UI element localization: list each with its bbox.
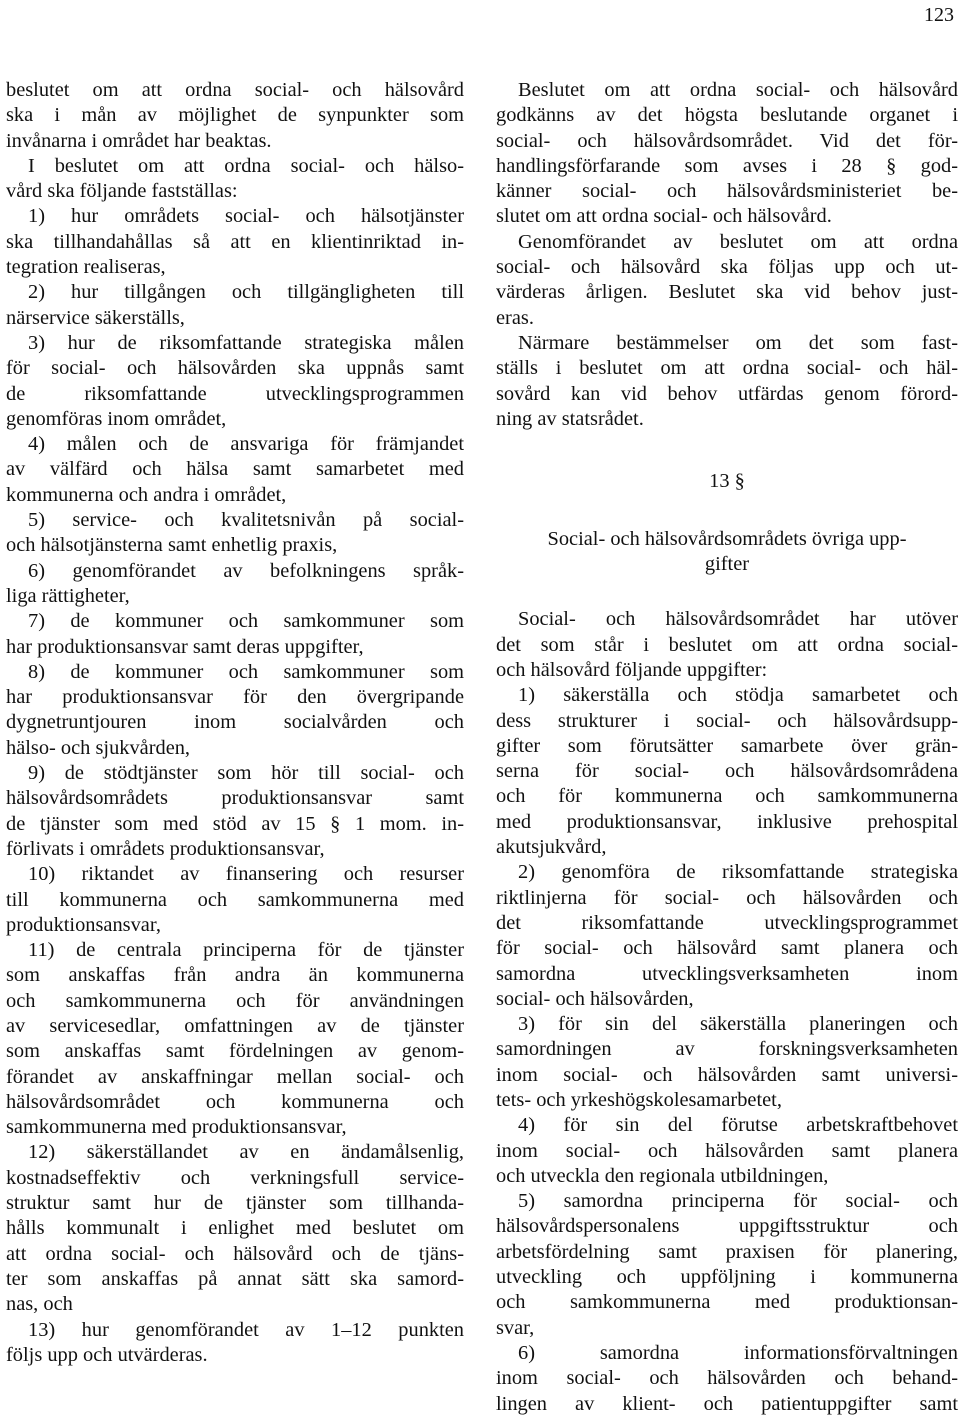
text-line: 6) genomförandet av befolkningens språk- xyxy=(28,559,464,582)
text-line: tegration realiseras, xyxy=(6,256,166,279)
section-title-line: gifter xyxy=(704,553,750,576)
text-line: 8) de kommuner och samkommuner som xyxy=(28,660,464,683)
text-line: sovård kan vid behov utfärdas genom förord- xyxy=(496,382,958,405)
text-line: känner social- och hälsovårdsministeriet be- xyxy=(496,180,958,203)
text-line: social- och hälsovård ska följas upp och ut- xyxy=(496,256,958,279)
text-line: hålls kommunalt i enlighet med beslutet om xyxy=(6,1217,464,1240)
text-line: invånarna i området har beaktas. xyxy=(6,129,272,152)
text-line: 7) de kommuner och samkommuner som xyxy=(28,610,464,633)
text-line: närservice säkerställs, xyxy=(6,306,185,329)
text-line: det riksomfattande utvecklingsprogrammet xyxy=(496,911,958,934)
text-line: dess strukturer i social- och hälsovårdsupp- xyxy=(496,709,958,732)
text-line: ter som anskaffas på annat sätt ska samord- xyxy=(6,1267,464,1290)
text-line: Närmare bestämmelser om det som fast- xyxy=(518,331,958,354)
text-line: samkommunerna med produktionsansvar, xyxy=(6,1116,347,1139)
text-line: gifter som förutsätter samarbete över grän- xyxy=(496,734,958,757)
text-line: godkänns av det högsta beslutande organet i xyxy=(496,104,958,127)
text-line: social- och hälsovårdsområdet. Vid det för- xyxy=(496,129,958,152)
text-line: hälso- och sjukvården, xyxy=(6,736,191,759)
text-line: 5) service- och kvalitetsnivån på social- xyxy=(28,509,464,532)
approval-paragraphs xyxy=(496,78,958,432)
text-line: produktionsansvar, xyxy=(6,913,161,936)
left-column xyxy=(6,78,464,1368)
text-line: att ordna social- och hälsovård och de tjäns- xyxy=(6,1242,464,1265)
text-line: hälsovårdspersonalens uppgiftsstruktur och xyxy=(496,1215,958,1238)
text-line: utveckling och uppföljning i kommunerna xyxy=(496,1266,958,1289)
text-line: av servicesedlar, omfattningen av de tjänster xyxy=(6,1014,464,1037)
text-line: 1) säkerställa och stödja samarbetet och xyxy=(518,684,958,707)
text-line: 3) hur de riksomfattande strategiska målen xyxy=(28,331,464,354)
text-line: Genomförandet av beslutet om att ordna xyxy=(518,230,958,253)
text-line: beslutet om att ordna social- och hälsovård xyxy=(6,79,464,101)
text-line: social- och hälsovården, xyxy=(496,987,694,1010)
text-line: ning av statsrådet. xyxy=(496,407,644,430)
text-line: 2) genomföra de riksomfattande strategiska xyxy=(518,861,958,884)
text-line: förlivats i områdets produktionsansvar, xyxy=(6,837,325,860)
text-line: och samkommunerna med produktionsan- xyxy=(496,1291,958,1314)
text-line: riktlinjerna för social- och hälsovården och xyxy=(496,886,958,909)
text-line: kommunerna och andra i området, xyxy=(6,483,287,506)
text-line: arbetsfördelning samt praxisen för planering, xyxy=(496,1240,958,1263)
text-line: det som står i beslutet om att ordna social- xyxy=(496,633,958,656)
text-line: 9) de stödtjänster som hör till social- och xyxy=(28,762,464,785)
text-line: 10) riktandet av finansering och resurser xyxy=(28,863,464,886)
text-line: svar, xyxy=(496,1316,535,1339)
text-line: inom social- och hälsovården och behand- xyxy=(496,1367,958,1390)
text-line: vård ska följande fastställas: xyxy=(6,180,238,203)
text-line: Social- och hälsovårdsområdet har utöver xyxy=(518,608,958,631)
text-line: som anskaffas samt fördelningen av genom- xyxy=(6,1040,464,1063)
text-line: I beslutet om att ordna social- och hälso- xyxy=(28,154,464,177)
text-line: och hälsovård följande uppgifter: xyxy=(496,658,768,681)
section-title-line: Social- och hälsovårdsområdets övriga upp- xyxy=(547,527,907,550)
text-line: de tjänster som med stöd av 15 § 1 mom. in- xyxy=(6,812,464,835)
text-line: följs upp och utvärderas. xyxy=(6,1343,208,1366)
text-line: har produktionsansvar samt deras uppgifter, xyxy=(6,635,364,658)
text-line: till kommunerna och samkommunerna med xyxy=(6,888,464,911)
text-line: struktur samt hur de tjänster som tillhanda- xyxy=(6,1192,464,1215)
text-line: inom social- och hälsovården samt planera xyxy=(496,1139,958,1162)
text-line: 13) hur genomförandet av 1–12 punkten xyxy=(28,1318,464,1341)
text-line: 4) för sin del förutse arbetskraftbehovet xyxy=(518,1114,958,1137)
right-column xyxy=(496,78,958,1417)
text-line: som anskaffas från andra än kommunerna xyxy=(6,964,464,987)
text-line: slutet om att ordna social- och hälsovård. xyxy=(496,205,832,228)
text-line: ska i mån av möjlighet de synpunkter som xyxy=(6,104,464,127)
text-line: 2) hur tillgången och tillgängligheten till xyxy=(28,281,464,304)
text-line: med produktionsansvar, inklusive prehospital xyxy=(496,810,958,833)
section-body xyxy=(496,607,958,1417)
text-line: samordningen av forskningsverksamheten xyxy=(496,1038,958,1061)
text-line: serna för social- och hälsovårdsområdena xyxy=(496,760,958,783)
text-line: akutsjukvård, xyxy=(496,836,607,859)
text-line: och samkommunerna och för användningen xyxy=(6,989,464,1012)
text-line: eras. xyxy=(496,306,534,329)
text-line: hälsovårdsområdet och kommunerna och xyxy=(6,1090,464,1113)
section-number: 13 § xyxy=(709,470,745,493)
text-line: 11) de centrala principerna för de tjänster xyxy=(28,939,464,962)
text-line: 3) för sin del säkerställa planeringen och xyxy=(518,1013,958,1036)
text-line: 5) samordna principerna för social- och xyxy=(518,1190,958,1213)
text-line: kostnadseffektiv och verkningsfull service- xyxy=(6,1166,464,1189)
text-line: ska tillhandahållas så att en klientinriktad in- xyxy=(6,230,464,253)
text-line: av välfärd och hälsa samt samarbetet med xyxy=(6,458,464,481)
page-number: 123 xyxy=(924,4,954,26)
text-line: och hälsotjänsterna samt enhetlig praxis, xyxy=(6,534,338,557)
text-line: och för kommunerna och samkommunerna xyxy=(496,785,958,808)
text-line: samordna utvecklingsverksamheten inom xyxy=(496,962,958,985)
text-line: värderas årligen. Beslutet ska vid behov just- xyxy=(496,281,958,304)
text-line: Beslutet om att ordna social- och hälsovård xyxy=(518,79,958,101)
text-line: för social- och hälsovården ska uppnås samt xyxy=(6,357,464,380)
text-line: ställs i beslutet om att ordna social- och häl- xyxy=(496,357,958,380)
text-line: handlingsförfarande som avses i 28 § god- xyxy=(496,154,958,177)
text-line: nas, och xyxy=(6,1293,73,1316)
text-line: hälsovårdsområdets produktionsansvar samt xyxy=(6,787,464,810)
text-line: 12) säkerställandet av en ändamålsenlig, xyxy=(28,1141,464,1164)
text-line: de riksomfattande utvecklingsprogrammen xyxy=(6,382,464,405)
text-line: genomföras inom området, xyxy=(6,407,227,430)
text-line: 6) samordna informationsförvaltningen xyxy=(518,1341,958,1364)
text-line: 1) hur områdets social- och hälsotjänster xyxy=(28,205,464,228)
text-line: lingen av klient- och patientuppgifter samt xyxy=(496,1392,958,1415)
text-line: för social- och hälsovård samt planera och xyxy=(496,937,958,960)
text-line: förandet av anskaffningar mellan social- och xyxy=(6,1065,464,1088)
text-line: tets- och yrkeshögskolesamarbetet, xyxy=(496,1088,782,1111)
text-line: 4) målen och de ansvariga för främjandet xyxy=(28,433,464,456)
text-line: och utveckla den regionala utbildningen, xyxy=(496,1164,829,1187)
text-line: har produktionsansvar för den övergripande xyxy=(6,686,464,709)
text-line: dygnetruntjouren inom socialvården och xyxy=(6,711,464,734)
text-line: liga rättigheter, xyxy=(6,584,130,607)
text-line: inom social- och hälsovården samt universi- xyxy=(496,1063,958,1086)
